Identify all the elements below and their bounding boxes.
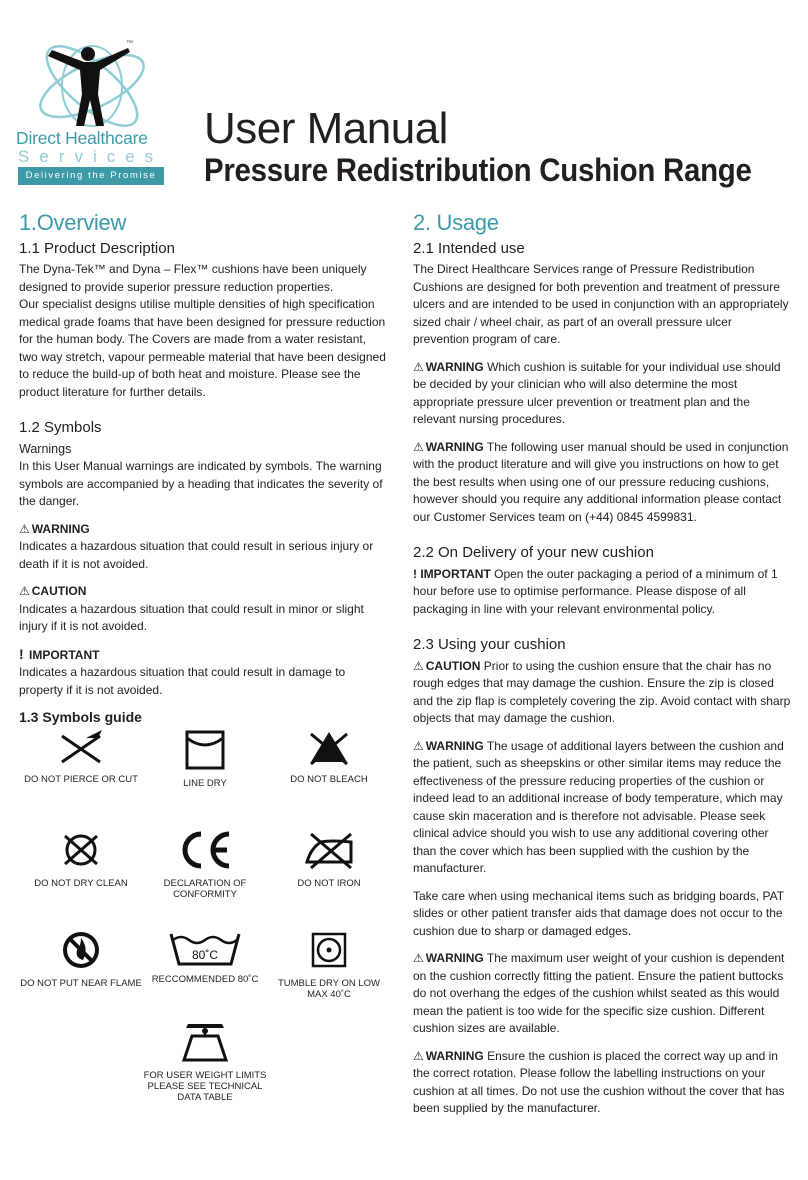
brand-name-line1: Direct Healthcare: [16, 128, 148, 148]
warnings-label: Warnings: [19, 441, 72, 456]
overview-title: 1.Overview: [19, 210, 127, 235]
exclamation-icon: !: [413, 566, 421, 581]
intended-use-warning-2: ⚠ WARNING The following user manual should be used in conjunction with the product literature and will give you instructions on how to get the best results when using one of our pressure reducing cushions, however should you require any additional information please contact our Customer Services team on (+44) 0845 4599831.: [413, 439, 789, 524]
overview-column: [19, 210, 387, 731]
do-not-dry-clean-icon: [59, 828, 103, 872]
usage-title: 2. Usage: [413, 210, 499, 235]
product-description-heading: 1.1 Product Description: [19, 239, 175, 257]
using-heading: 2.3 Using your cushion: [413, 636, 566, 653]
product-description-p1: The Dyna-Tek™ and Dyna – Flex™ cushions have been uniquely designed to provide superior pressure reduction properties.: [19, 262, 367, 294]
trademark-mark: ™: [126, 40, 133, 47]
symbol-line-dry: LINE DRY: [143, 728, 267, 789]
product-description-p2: Our specialist designs utilise multiple densities of high specification medical grade foams that have been designed for pressure reduction for the human body. The Covers are made from a water resistant, two way stretch, vapour permeable material that have been designed to reduce the build-up of both heat and moisture. Please see the product literature for further details.: [19, 297, 386, 399]
symbols-intro: In this User Manual warnings are indicated by symbols. The warning symbols are accompanied by a heading that indicates the severity of the danger.: [19, 459, 383, 508]
do-not-pierce-icon: [56, 728, 106, 768]
usage-column: [413, 210, 791, 1118]
exclamation-icon: !: [19, 645, 24, 662]
warning-triangle-icon: ⚠: [413, 439, 424, 454]
ce-mark-icon: [175, 828, 235, 872]
line-dry-icon: [183, 728, 227, 772]
weight-limit-icon: [174, 1018, 236, 1064]
symbol-do-not-pierce: DO NOT PIERCE OR CUT: [19, 728, 143, 785]
symbol-ce-mark: DECLARATION OF CONFORMITY: [143, 828, 267, 900]
caution-definition: Indicates a hazardous situation that could result in minor or slight injury if it is not avoided.: [19, 601, 364, 633]
intended-use-p1: The Direct Healthcare Services range of Pressure Redistribution Cushions are designed for both prevention and treatment of pressure ulcers and are intended to be used in conjunction with an appropriately sized chair / wheel chair, as part of an overall pressure ulcer prevention program of care.: [413, 262, 789, 346]
symbols-heading: 1.2 Symbols: [19, 419, 102, 436]
page-title: User Manual: [204, 104, 448, 153]
important-definition: Indicates a hazardous situation that could result in damage to property if it is not avoided.: [19, 665, 346, 697]
symbol-weight-limit: FOR USER WEIGHT LIMITS PLEASE SEE TECHNICAL DATA TABLE: [143, 1018, 267, 1103]
using-warning-2: ⚠ WARNING The maximum user weight of your cushion is dependent on the cushion correctly fitting the patient. Ensure the patient buttocks do not overhang the edges of the cushion whilst seated as this would mean the patient is too wide for the specific size cushion. Different cushion sizes are available.: [413, 951, 785, 1035]
warning-triangle-icon: ⚠: [413, 1048, 424, 1063]
symbol-tumble-dry: TUMBLE DRY ON LOW MAX 40˚C: [267, 928, 391, 1000]
using-caution: ⚠ CAUTION Prior to using the cushion ensure that the chair has no rough edges that may damage the cushion. Ensure the zip is closed and the zip flap is completely covering the zip. Avoid contact with sharp objects that may damage the cushion.: [413, 658, 791, 725]
brand-tagline: Delivering the Promise: [18, 167, 164, 185]
do-not-iron-icon: [301, 828, 357, 872]
symbols-guide-heading: 1.3 Symbols guide: [19, 709, 142, 725]
warning-definition: Indicates a hazardous situation that could result in serious injury or death if it is not avoided.: [19, 539, 374, 571]
warning-triangle-icon: ⚠: [413, 359, 424, 374]
delivery-important: ! IMPORTANT Open the outer packaging a period of a minimum of 1 hour before use to optimise performance. Please dispose of all packaging in line with your relevant environmental policy.: [413, 566, 778, 616]
intended-use-warning-1: ⚠ WARNING Which cushion is suitable for your individual use should be decided by your clinician who will also determine the most appropriate pressure ulcer prevention or treatment plan and the relevant nursing procedures.: [413, 359, 781, 426]
using-warning-1: ⚠ WARNING The usage of additional layers between the cushion and the patient, such as sheepskins or other similar items may reduce the effectiveness of the pressure reducing properties of the cushion or indeed lead to an additional increase of body temperature, which may cause skin maceration and is therefore not advisable. Please seek clinical advice should you wish to use any additional covering other than the cover which has been supplied with the cushion by the manufacturer.: [413, 738, 784, 875]
symbol-do-not-bleach: DO NOT BLEACH: [267, 728, 391, 785]
tumble-dry-icon: [307, 928, 351, 972]
caution-heading: ⚠ CAUTION: [19, 583, 387, 601]
page-subtitle: Pressure Redistribution Cushion Range: [204, 152, 752, 188]
warning-heading: ⚠ WARNING: [19, 521, 387, 539]
symbol-wash-80: 80˚C RECCOMMENDED 80˚C: [143, 928, 267, 985]
delivery-heading: 2.2 On Delivery of your new cushion: [413, 544, 654, 561]
important-heading: ! IMPORTANT: [19, 645, 100, 662]
brand-logo: [14, 40, 170, 190]
using-warning-3: ⚠ WARNING Ensure the cushion is placed the correct way up and in the correct rotation. Please follow the labelling instructions on your cushion at all times. Do not use the cushion without the cover that has been supplied by the manufacturer.: [413, 1048, 785, 1115]
using-care-note: Take care when using mechanical items such as bridging boards, PAT slides or other patient transfer aids that damage does not occur to the cushion due to sharp or damaged edges.: [413, 888, 784, 938]
intended-use-heading: 2.1 Intended use: [413, 239, 525, 257]
warning-triangle-icon: ⚠: [19, 521, 30, 536]
wash-temperature-label: 80˚C: [191, 948, 219, 962]
no-flame-icon: [59, 928, 103, 972]
symbol-no-flame: DO NOT PUT NEAR FLAME: [19, 928, 143, 989]
symbols-guide-grid: [19, 728, 389, 1108]
warning-triangle-icon: ⚠: [413, 951, 424, 965]
caution-triangle-icon: ⚠: [19, 584, 30, 598]
caution-triangle-icon: ⚠: [413, 658, 424, 673]
symbol-do-not-dry-clean: DO NOT DRY CLEAN: [19, 828, 143, 889]
warning-triangle-icon: ⚠: [413, 738, 424, 753]
brand-name-line2: Services: [18, 147, 164, 166]
symbol-do-not-iron: DO NOT IRON: [267, 828, 391, 889]
wash-80-icon: [167, 928, 243, 968]
do-not-bleach-icon: [307, 728, 351, 768]
logo-figure-icon: [32, 40, 152, 132]
